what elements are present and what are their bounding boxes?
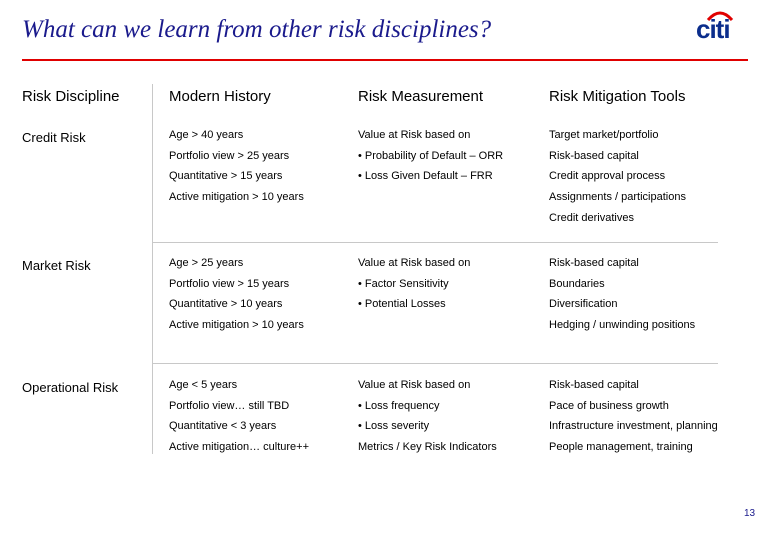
- market-history-item: Quantitative > 10 years: [169, 298, 283, 310]
- citi-logo: [696, 8, 746, 42]
- market-history-item: Portfolio view > 15 years: [169, 278, 290, 290]
- header-risk-discipline: Risk Discipline: [22, 88, 120, 105]
- market-history-item: Age > 25 years: [169, 257, 244, 269]
- operational-tool-item: Infrastructure investment, planning: [549, 420, 718, 432]
- operational-measurement-item: Value at Risk based on: [358, 379, 471, 391]
- header-risk-measurement: Risk Measurement: [358, 88, 484, 105]
- operational-history-item: Portfolio view… still TBD: [169, 400, 290, 412]
- credit-tool-item: Credit approval process: [549, 170, 666, 182]
- row-divider-market: [152, 363, 718, 364]
- header-modern-history: Modern History: [169, 88, 271, 105]
- market-measurement-item: • Factor Sensitivity: [358, 278, 449, 290]
- market-tool-item: Boundaries: [549, 278, 605, 290]
- row-divider-credit: [152, 242, 718, 243]
- market-tool-item: Diversification: [549, 298, 618, 310]
- market-measurement-item: Value at Risk based on: [358, 257, 471, 269]
- credit-history-item: Active mitigation > 10 years: [169, 191, 304, 203]
- operational-measurement-item: • Loss frequency: [358, 400, 440, 412]
- credit-history-item: Age > 40 years: [169, 129, 244, 141]
- header-risk-mitigation-tools: Risk Mitigation Tools: [549, 88, 686, 105]
- market-measurement-item: • Potential Losses: [358, 298, 446, 310]
- market-tool-item: Risk-based capital: [549, 257, 639, 269]
- operational-measurement-item: • Loss severity: [358, 420, 430, 432]
- credit-tool-item: Assignments / participations: [549, 191, 686, 203]
- credit-measurement-item: • Loss Given Default – FRR: [358, 170, 493, 182]
- column-divider: [152, 84, 153, 454]
- credit-tool-item: Risk-based capital: [549, 150, 639, 162]
- operational-history-item: Active mitigation… culture++: [169, 441, 310, 453]
- market-tool-item: Hedging / unwinding positions: [549, 319, 696, 331]
- credit-measurement-item: Value at Risk based on: [358, 129, 471, 141]
- credit-tool-item: Target market/portfolio: [549, 129, 659, 141]
- credit-history-item: Quantitative > 15 years: [169, 170, 283, 182]
- operational-history-item: Age < 5 years: [169, 379, 238, 391]
- slide-title: What can we learn from other risk disciplines?: [22, 16, 492, 43]
- logo-text: citi: [696, 14, 730, 44]
- operational-history-item: Quantitative < 3 years: [169, 420, 277, 432]
- credit-history-item: Portfolio view > 25 years: [169, 150, 290, 162]
- market-history-item: Active mitigation > 10 years: [169, 319, 304, 331]
- credit-tool-item: Credit derivatives: [549, 212, 634, 224]
- title-divider: [22, 59, 748, 61]
- credit-measurement-item: • Probability of Default – ORR: [358, 150, 504, 162]
- discipline-credit-risk: Credit Risk: [22, 130, 86, 145]
- operational-tool-item: Pace of business growth: [549, 400, 669, 412]
- discipline-market-risk: Market Risk: [22, 258, 91, 273]
- operational-tool-item: Risk-based capital: [549, 379, 639, 391]
- discipline-operational-risk: Operational Risk: [22, 380, 119, 395]
- page-number: 13: [744, 508, 756, 519]
- operational-measurement-item: Metrics / Key Risk Indicators: [358, 441, 497, 453]
- operational-tool-item: People management, training: [549, 441, 693, 453]
